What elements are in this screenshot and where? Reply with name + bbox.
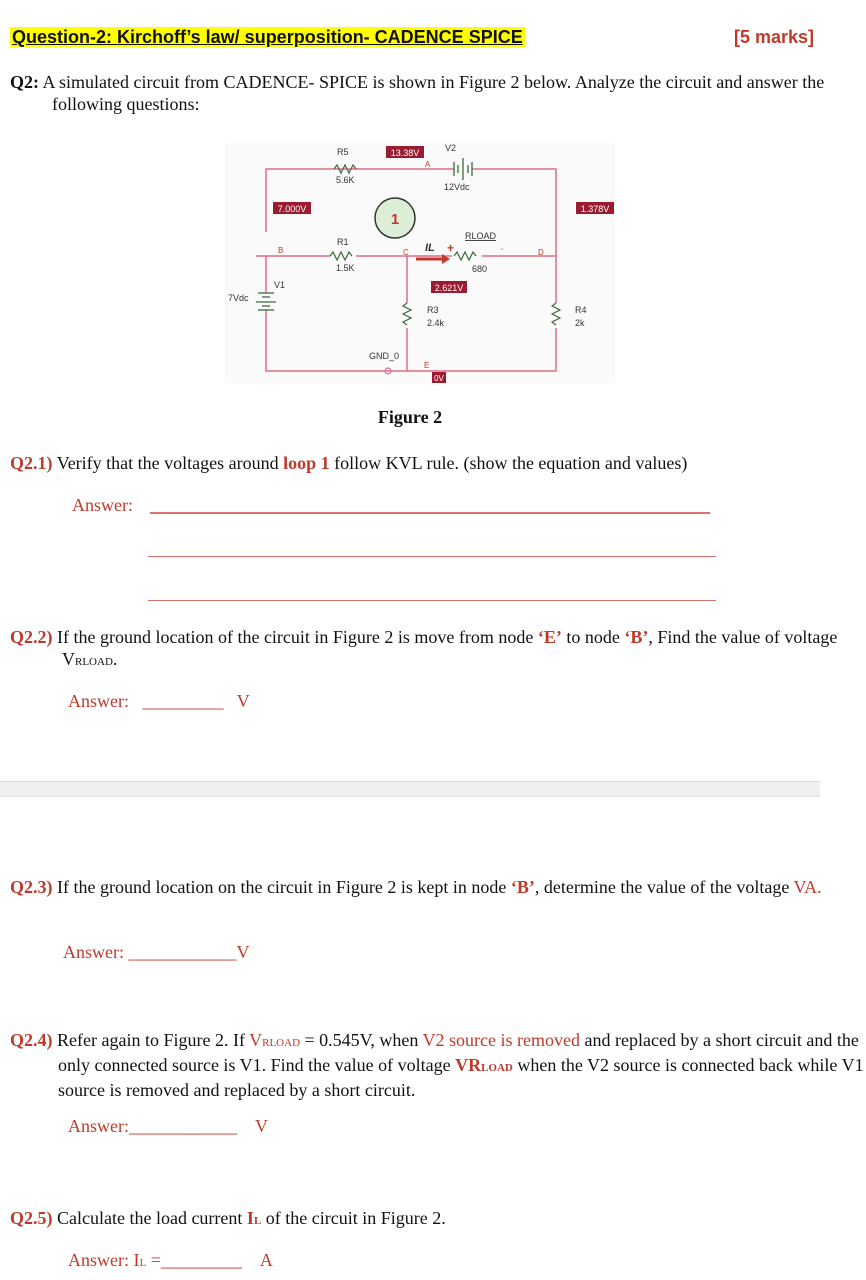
q23-answer: Answer: ____________V [63, 942, 250, 962]
node-b-label: B [278, 246, 284, 255]
voltage-e-label: 0V [434, 374, 444, 383]
q23-blank[interactable]: ____________ [128, 942, 237, 962]
node-a-label: A [425, 160, 431, 169]
v2-value: 12Vdc [444, 182, 470, 192]
node-d-label: D [538, 248, 544, 257]
figure-caption: Figure 2 [377, 407, 443, 427]
rload-label: RLOAD [465, 231, 497, 241]
r4-value: 2k [575, 318, 585, 328]
gnd-label: GND_0 [369, 351, 400, 361]
q24-text: Q2.4) Refer again to Figure 2. If VRLOAD = 0.545V, when V2 source is removed and replaced by a short circuit and the only connected source is V1. Find the value of voltage VRLOAD when the V2 source is connected back while V1 source is removed and replaced by a short circuit. [10, 1030, 864, 1100]
node-c-label: C [403, 248, 409, 257]
r5-value: 5.6K [336, 175, 355, 185]
v2-label: V2 [445, 143, 457, 153]
q25-text: Q2.5) Calculate the load current IL of the circuit in Figure 2. [10, 1208, 446, 1228]
plus-sign: + [447, 241, 455, 255]
q21-answer-line-2[interactable] [148, 556, 716, 557]
q24-answer: Answer:____________ V [68, 1116, 268, 1136]
q22-blank[interactable]: _________ [142, 691, 224, 711]
loop-1-label: 1 [390, 211, 400, 228]
q25-answer: Answer: IL =_________ A [68, 1250, 273, 1270]
circuit-figure [220, 138, 620, 388]
q21-answer-label: Answer: [72, 495, 133, 515]
marks-label: [5 marks] [733, 27, 814, 47]
v1-label: V1 [274, 280, 286, 290]
rload-value: 680 [472, 264, 488, 274]
r1-value: 1.5K [336, 263, 355, 273]
intro-paragraph: Q2: A simulated circuit from CADENCE- SPICE is shown in Figure 2 below. Analyze the circuit and answer the following questions: [10, 72, 825, 114]
page-separator [0, 781, 820, 797]
q22-answer: Answer: _________ V [68, 691, 250, 711]
q25-blank[interactable]: _________ [160, 1250, 242, 1270]
r5-label: R5 [337, 147, 349, 157]
question-title: Question-2: Kirchoff’s law/ superposition- CADENCE SPICE [12, 27, 523, 47]
v1-value: 7Vdc [228, 293, 249, 303]
q21-answer-line-3[interactable] [148, 600, 716, 601]
minus-sign: - [500, 243, 504, 255]
voltage-a-label: 13.38V [390, 148, 420, 158]
q21-text: Q2.1) Verify that the voltages around loop 1 follow KVL rule. (show the equation and values) [10, 453, 688, 473]
q21-answer-line-1[interactable] [150, 512, 710, 514]
voltage-left-label: 7.000V [277, 204, 307, 214]
voltage-c-label: 2.621V [434, 283, 464, 293]
r4-label: R4 [575, 305, 587, 315]
il-label: IL [425, 242, 435, 254]
q23-text: Q2.3) If the ground location on the circuit in Figure 2 is kept in node ‘B’, determine the value of the voltage VA. [10, 877, 822, 897]
node-e-label: E [424, 361, 430, 370]
r3-value: 2.4k [427, 318, 445, 328]
r3-label: R3 [427, 305, 439, 315]
q24-blank[interactable]: ____________ [129, 1116, 237, 1136]
q22-text: Q2.2) If the ground location of the circuit in Figure 2 is move from node ‘E’ to node ‘B’, Find the value of voltage VRLOAD. [10, 627, 838, 669]
r1-label: R1 [337, 237, 349, 247]
voltage-right-label: 1.378V [580, 204, 610, 214]
